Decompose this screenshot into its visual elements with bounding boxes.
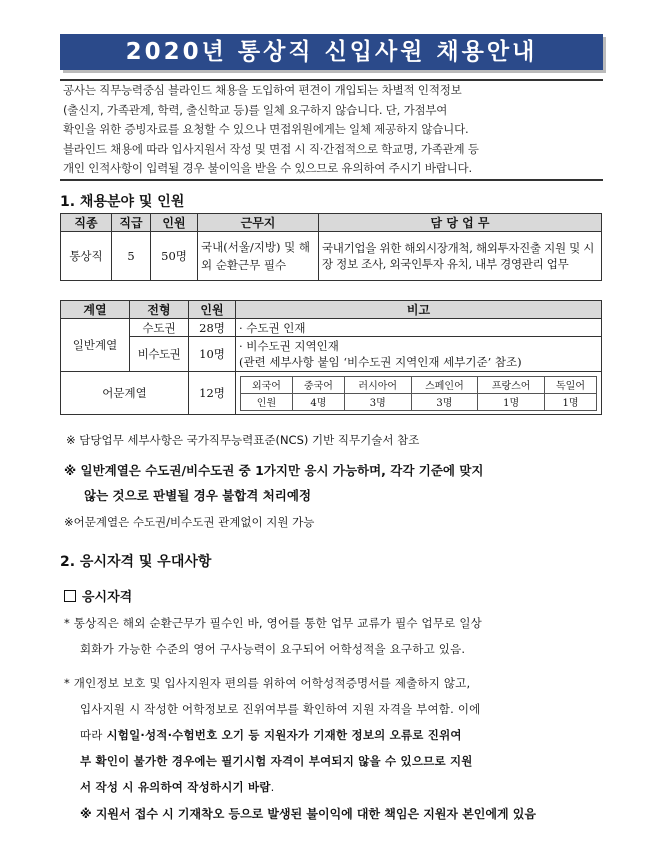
cell-note (236, 337, 602, 372)
col-header: 전형 (130, 301, 189, 319)
intro-line: (출신지, 가족관계, 학력, 출신학교 등)를 일체 요구하지 않습니다. 단, 가점부여 (63, 102, 448, 117)
qualification-subtitle (64, 586, 132, 605)
para-text: . (270, 780, 275, 794)
cell-language-breakdown (236, 372, 602, 415)
para-line (64, 774, 604, 800)
cell-type: 수도권 (130, 319, 189, 337)
track-table (60, 300, 602, 415)
cell-grade: 5 (112, 232, 151, 281)
para-line (64, 722, 604, 748)
note-ncs: ※ 담당업무 세부사항은 국가직무능력표준(NCS) 기반 직무기술서 참조 (66, 433, 420, 447)
intro-line: 공사는 직무능력중심 블라인드 채용을 도입하여 편견이 개입되는 차별적 인적정보 (63, 83, 462, 97)
para-line: * 개인정보 보호 및 입사지원자 편의를 위하여 어학성적증명서를 제출하지 않고, (64, 676, 471, 690)
intro-notice (60, 79, 603, 181)
para-line: 입사지원 시 작성한 어학정보로 진위여부를 확인하여 지원 자격을 부여함. 이에 (80, 702, 481, 716)
para-emphasis: 시험일·성적·수험번호 오기 등 지원자가 기재한 정보의 오류로 진위여 (106, 728, 462, 742)
para-line: * 통상직은 해외 순환근무가 필수인 바, 영어를 통한 업무 교류가 필수 업무로 일상 (64, 616, 482, 630)
note-language-track: ※어문계열은 수도권/비수도권 관계없이 지원 가능 (64, 515, 315, 529)
lang-header: 러시아어 (344, 376, 411, 393)
cell-type: 비수도권 (130, 337, 189, 372)
cell-note: · 수도권 인재 (236, 319, 602, 337)
section1-title: 1. 채용분야 및 인원 (60, 194, 185, 210)
para-emphasis: 서 작성 시 유의하여 작성하시기 바람 (80, 780, 271, 794)
cell-track-general: 일반계열 (61, 319, 130, 372)
col-header: 계열 (61, 301, 130, 319)
page-title: 2020년 통상직 신입사원 채용안내 (60, 34, 603, 70)
intro-line: 개인 인적사항이 입력될 경우 불이익을 받을 수 있으므로 유의하여 주시기 바랍니다. (63, 161, 472, 175)
col-header: 직급 (112, 214, 151, 232)
lang-count: 3명 (411, 393, 478, 410)
cell-location: 국내(서울/지방) 및 해외 순환근무 필수 (198, 232, 319, 281)
para-line: 회화가 가능한 수준의 영어 구사능력이 요구되어 어학성적을 요구하고 있음. (80, 642, 466, 656)
col-header: 담 당 업 무 (319, 214, 602, 232)
col-header: 인원 (189, 301, 236, 319)
lang-count: 1명 (478, 393, 545, 410)
cell-duty: 국내기업을 위한 해외시장개척, 해외투자진출 지원 및 시장 정보 조사, 외국인투자 유치, 내부 경영관리 업무 (319, 232, 602, 281)
lang-count: 인원 (241, 393, 293, 410)
cell-count: 50명 (151, 232, 198, 281)
lang-header: 독일어 (544, 376, 596, 393)
col-header: 직종 (61, 214, 112, 232)
lang-count: 4명 (292, 393, 344, 410)
note-line: (관련 세부사항 붙임 ‘비수도권 지역인재 세부기준’ 참조) (239, 355, 522, 369)
para-line (64, 748, 604, 774)
para-emphasis: 부 확인이 불가한 경우에는 필기시험 자격이 부여되지 않을 수 있으므로 지원 (80, 754, 473, 768)
note-general-track-cont: 않는 것으로 판별될 경우 불합격 처리예정 (84, 488, 312, 503)
lang-header: 스페인어 (411, 376, 478, 393)
paragraph-english-requirement (64, 610, 604, 662)
cell-job: 통상직 (61, 232, 112, 281)
subtitle-text: 응시자격 (82, 590, 133, 605)
col-header: 근무지 (198, 214, 319, 232)
section2-title: 2. 응시자격 및 우대사항 (60, 554, 212, 570)
lang-header: 외국어 (241, 376, 293, 393)
cell-count: 28명 (189, 319, 236, 337)
checkbox-icon (64, 590, 76, 602)
note-line: · 비수도권 지역인재 (239, 339, 339, 353)
intro-line: 블라인드 채용에 따라 입사지원서 작성 및 면접 시 직·간접적으로 학교명, 가족관계 등 (63, 141, 479, 156)
intro-line: 확인을 위한 증빙자료를 요청할 수 있으나 면접위원에게는 일체 제공하지 않습니다. (63, 122, 469, 136)
cell-track-language: 어문계열 (61, 372, 189, 415)
lang-count: 3명 (344, 393, 411, 410)
col-header: 인원 (151, 214, 198, 232)
language-table (240, 376, 597, 411)
cell-count: 10명 (189, 337, 236, 372)
para-text: 따라 (80, 728, 107, 742)
cell-count: 12명 (189, 372, 236, 415)
lang-header: 중국어 (292, 376, 344, 393)
warning-note: ※ 지원서 접수 시 기재착오 등으로 발생된 불이익에 대한 책임은 지원자 본인에게 있음 (80, 807, 536, 821)
note-general-track: ※ 일반계열은 수도권/비수도권 중 1가지만 응시 가능하며, 각각 기준에 맞지 (64, 463, 484, 478)
col-header: 비고 (236, 301, 602, 319)
lang-count: 1명 (544, 393, 596, 410)
lang-header: 프랑스어 (478, 376, 545, 393)
recruit-table (60, 213, 602, 281)
paragraph-language-score (64, 670, 604, 800)
